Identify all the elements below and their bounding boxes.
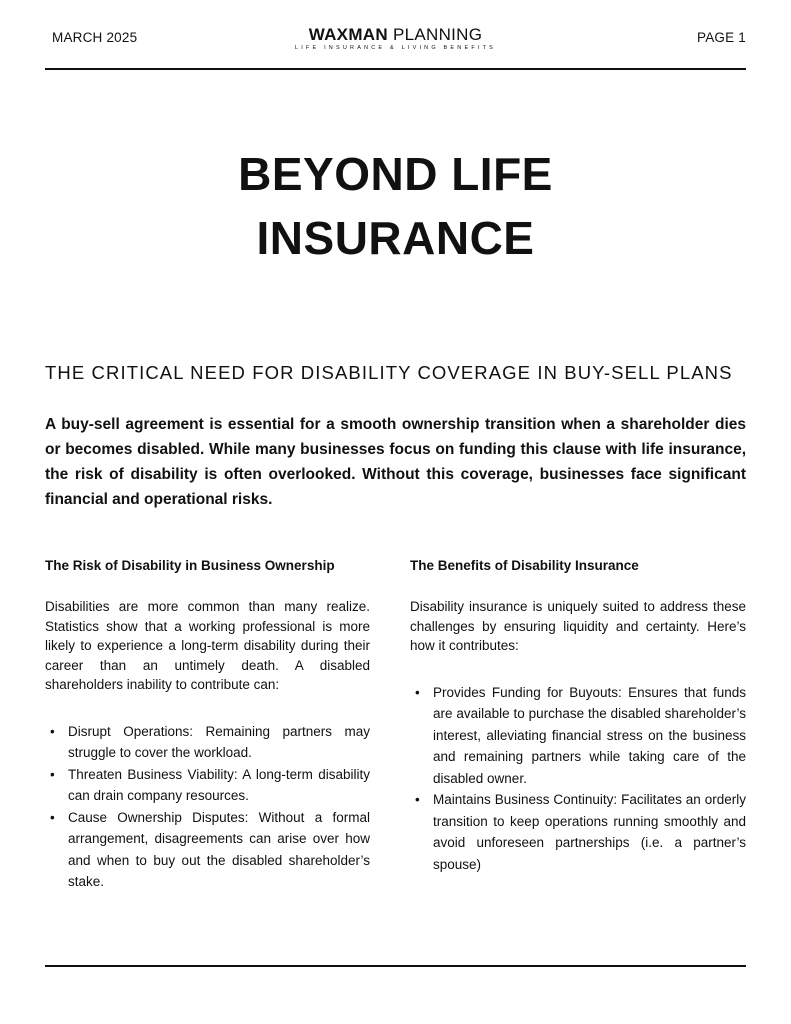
footer-divider xyxy=(45,965,746,967)
brand-logo xyxy=(295,24,496,52)
title-line-1: BEYOND LIFE xyxy=(238,148,553,200)
right-column-heading: The Benefits of Disability Insurance xyxy=(410,558,639,573)
right-column-paragraph: Disability insurance is uniquely suited to address these challenges by ensuring liquidity and certainty. Here’s how it contributes: xyxy=(410,599,746,653)
header-date: MARCH 2025 xyxy=(52,30,138,45)
logo-tagline: LIFE INSURANCE & LIVING BENEFITS xyxy=(294,45,497,51)
list-item xyxy=(410,789,746,875)
logo-wordmark xyxy=(295,24,496,46)
page-subtitle: THE CRITICAL NEED FOR DISABILITY COVERAGE IN BUY-SELL PLANS xyxy=(45,362,733,383)
bullet-icon: • xyxy=(50,809,55,825)
list-item xyxy=(45,807,370,893)
bullet-icon: • xyxy=(415,792,420,807)
intro-paragraph: A buy-sell agreement is essential for a smooth ownership transition when a shareholder dies or becomes disabled. While many businesses focus on funding this clause with life insurance, the risk of disability is often overlooked. Without this coverage, businesses face significant financial and operational risks. xyxy=(45,416,746,508)
list-item xyxy=(45,721,370,764)
list-item-text: Disrupt Operations: Remaining partners may struggle to cover the workload. xyxy=(68,723,370,760)
bullet-icon: • xyxy=(415,684,420,700)
left-column-list xyxy=(45,721,370,893)
left-column-heading: The Risk of Disability in Business Ownership xyxy=(45,558,335,573)
list-item-text: Threaten Business Viability: A long-term disability can drain company resources. xyxy=(68,766,370,803)
page-header xyxy=(45,24,746,70)
left-column xyxy=(45,557,370,893)
title-line-2: INSURANCE xyxy=(256,212,535,264)
list-item-text: Maintains Business Continuity: Facilitates an orderly transition to keep operations running smoothly and avoid unforeseen partnerships (i.e. a partner’s spouse) xyxy=(433,792,746,872)
logo-regular-text: PLANNING xyxy=(387,25,483,44)
list-item xyxy=(45,764,370,807)
right-column xyxy=(410,557,746,875)
right-column-list xyxy=(410,682,746,876)
left-column-paragraph: Disabilities are more common than many realize. Statistics show that a working professional is more likely to experience a long-term disability during their career than an untimely death. A disabled shareholders inability to contribute can: xyxy=(45,599,370,692)
bullet-icon: • xyxy=(50,723,55,739)
list-item-text: Provides Funding for Buyouts: Ensures that funds are available to purchase the disabled shareholder’s interest, alleviating financial stress on the business and remaining partners while taking care of the disabled owner. xyxy=(433,684,746,786)
list-item-text: Cause Ownership Disputes: Without a formal arrangement, disagreements can arise over how and when to buy out the disabled shareholder’s stake. xyxy=(68,809,370,889)
bullet-icon: • xyxy=(50,766,55,782)
header-page-number: PAGE 1 xyxy=(697,30,746,45)
logo-bold-text: WAXMAN xyxy=(308,25,388,44)
list-item xyxy=(410,682,746,790)
page-title xyxy=(0,142,791,270)
